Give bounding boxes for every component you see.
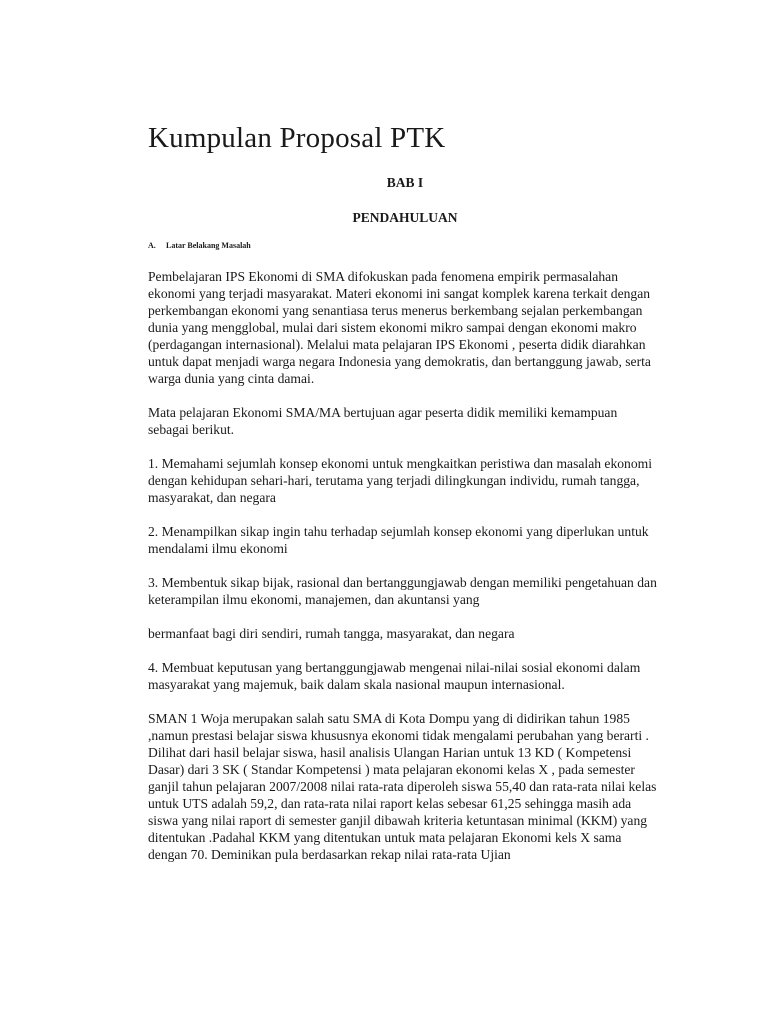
objective-item-2: 2. Menampilkan sikap ingin tahu terhadap sejumlah konsep ekonomi yang diperlukan untuk mendalami ilmu ekonomi	[148, 524, 649, 556]
chapter-title: PENDAHULUAN	[352, 210, 458, 225]
objective-item-3-continued: bermanfaat bagi diri sendiri, rumah tangga, masyarakat, dan negara	[148, 626, 515, 641]
chapter-number: BAB I	[386, 175, 424, 190]
document-title: Kumpulan Proposal PTK	[148, 122, 446, 154]
section-number: A.	[148, 241, 156, 250]
document-page	[148, 118, 658, 880]
objective-item-1: 1. Memahami sejumlah konsep ekonomi untuk mengkaitkan peristiwa dan masalah ekonomi dengan kehidupan sehari-hari, terutama yang terjadi dilingkungan individu, rumah tangga, masyarakat, dan negara	[148, 456, 652, 505]
paragraph-intro: Pembelajaran IPS Ekonomi di SMA difokuskan pada fenomena empirik permasalahan ekonomi yang terjadi masyarakat. Materi ekonomi ini sangat komplek karena terkait dengan perkembangan ekonomi yang senantiasa terus menerus berkembang sejalan perkembangan dunia yang mengglobal, mulai dari sistem ekonomi mikro sampai dengan ekonomi makro (perdagangan internasional). Melalui mata pelajaran IPS Ekonomi , peserta didik diarahkan untuk dapat menjadi warga negara Indonesia yang demokratis, dan bertanggung jawab, serta warga dunia yang cinta damai.	[148, 269, 651, 386]
objective-item-4: 4. Membuat keputusan yang bertanggungjawab mengenai nilai-nilai sosial ekonomi dalam masyarakat yang majemuk, baik dalam skala nasional maupun internasional.	[148, 660, 641, 692]
objective-item-3: 3. Membentuk sikap bijak, rasional dan bertanggungjawab dengan memiliki pengetahuan dan keterampilan ilmu ekonomi, manajemen, dan akuntansi yang	[148, 575, 657, 607]
section-heading	[148, 241, 658, 251]
paragraph-school-background: SMAN 1 Woja merupakan salah satu SMA di Kota Dompu yang di didirikan tahun 1985 ,namun prestasi belajar siswa khususnya ekonomi tidak mengalami perubahan yang berarti . Dilihat dari hasil belajar siswa, hasil analisis Ulangan Harian untuk 13 KD ( Kompetensi Dasar) dari 3 SK ( Standar Kompetensi ) mata pelajaran ekonomi kelas X , pada semester ganjil tahun pelajaran 2007/2008 nilai rata-rata diperoleh siswa 55,40 dan rata-rata nilai kelas untuk UTS adalah 59,2, dan rata-rata nilai raport kelas sebesar 61,25 sehingga masih ada siswa yang nilai raport di semester ganjil dibawah kriteria ketuntasan minimal (KKM) yang ditentukan .Padahal KKM yang ditentukan untuk mata pelajaran Ekonomi kels X sama dengan 70. Deminikan pula berdasarkan rekap nilai rata-rata Ujian	[148, 711, 657, 862]
section-title: Latar Belakang Masalah	[166, 241, 251, 250]
paragraph-objectives: Mata pelajaran Ekonomi SMA/MA bertujuan agar peserta didik memiliki kemampuan sebagai berikut.	[148, 405, 618, 437]
